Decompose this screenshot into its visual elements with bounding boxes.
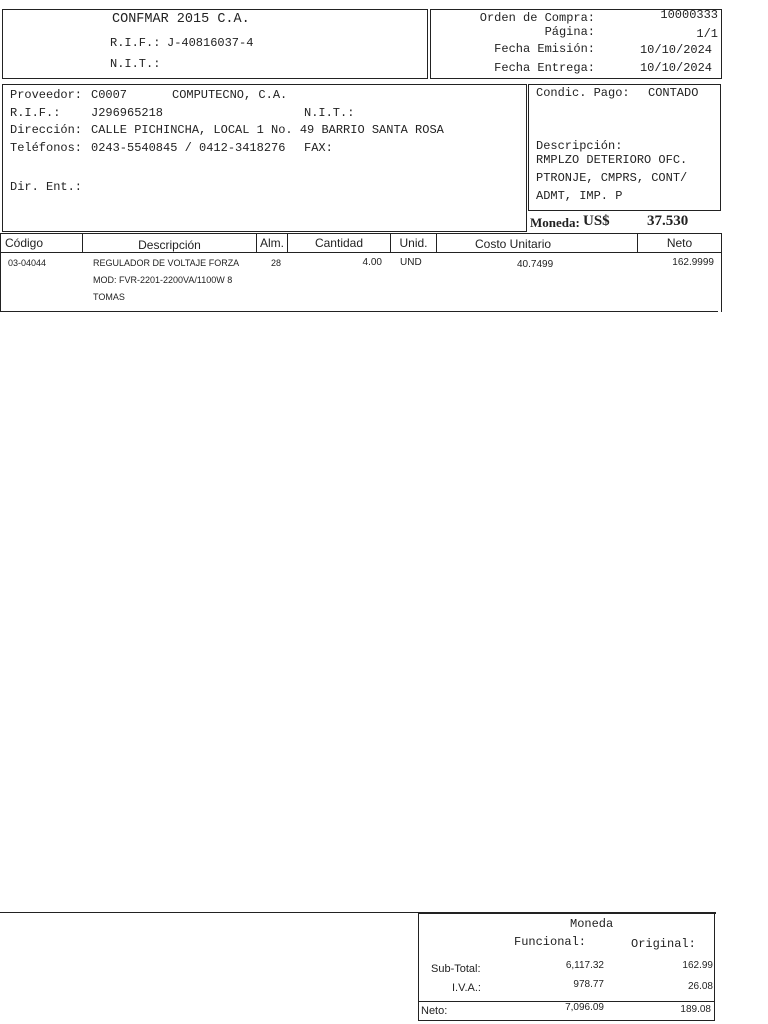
delivery-date-label: Fecha Entrega: xyxy=(494,61,595,75)
table-header-rule xyxy=(0,252,722,253)
page-label: Página: xyxy=(544,25,595,39)
table-right-rule xyxy=(721,233,722,312)
description-line-3: ADMT, IMP. P xyxy=(536,189,623,203)
description-line-2: PTRONJE, CMPRS, CONT/ xyxy=(536,171,688,185)
supplier-box xyxy=(2,84,527,232)
net-functional: 7,096.09 xyxy=(565,1002,604,1013)
totals-functional-label: Funcional: xyxy=(514,935,587,949)
company-name: CONFMAR 2015 C.A. xyxy=(112,12,250,27)
table-top-rule xyxy=(0,233,722,234)
subtotal-functional: 6,117.32 xyxy=(565,960,604,971)
totals-top-shadow xyxy=(418,912,716,914)
description-line-1: RMPLZO DETERIORO OFC. xyxy=(536,153,688,167)
supplier-fax-label: FAX: xyxy=(304,141,333,155)
vat-original: 26.08 xyxy=(687,981,713,992)
col-header-description: Descripción xyxy=(138,238,201,252)
col-header-unit-cost: Costo Unitario xyxy=(475,237,552,251)
description-label: Descripción: xyxy=(536,139,623,153)
table-bottom-rule xyxy=(0,311,718,312)
currency-label: Moneda: xyxy=(530,215,580,230)
item-warehouse: 28 xyxy=(271,258,282,268)
supplier-nit-label: N.I.T.: xyxy=(304,106,355,120)
net-original: 189.08 xyxy=(680,1004,711,1015)
company-rif-label: R.I.F.: xyxy=(110,36,161,50)
item-description-line-1: REGULADOR DE VOLTAJE FORZA xyxy=(93,258,240,268)
table-left-rule xyxy=(0,233,1,312)
item-net: 162.9999 xyxy=(672,257,714,268)
supplier-address: CALLE PICHINCHA, LOCAL 1 No. 49 BARRIO SANTA ROSA xyxy=(91,123,444,137)
supplier-name: COMPUTECNO, C.A. xyxy=(172,88,288,102)
item-quantity: 4.00 xyxy=(362,257,382,268)
supplier-phones: 0243-5540845 / 0412-3418276 xyxy=(91,141,286,155)
exchange-rate: 37.530 xyxy=(647,213,689,229)
col-header-code: Código xyxy=(5,236,44,250)
order-number: 10000333 xyxy=(660,8,718,22)
order-number-label: Orden de Compra: xyxy=(479,11,595,25)
vat-label: I.V.A.: xyxy=(452,982,481,994)
item-unit-cost: 40.7499 xyxy=(517,259,554,270)
payment-terms: CONTADO xyxy=(648,86,699,100)
supplier-code: C0007 xyxy=(91,88,128,102)
subtotal-original: 162.99 xyxy=(682,960,713,971)
col-header-unit: Unid. xyxy=(399,236,428,250)
delivery-address-label: Dir. Ent.: xyxy=(10,180,83,194)
vat-functional: 978.77 xyxy=(573,979,604,990)
item-description-line-3: TOMAS xyxy=(93,292,125,302)
subtotal-label: Sub-Total: xyxy=(431,963,481,975)
supplier-address-label: Dirección: xyxy=(10,123,83,137)
net-label: Neto: xyxy=(421,1005,448,1017)
company-rif: J-40816037-4 xyxy=(167,36,254,50)
payment-terms-label: Condic. Pago: xyxy=(536,86,630,100)
delivery-date: 10/10/2024 xyxy=(639,61,712,75)
totals-original-label: Original: xyxy=(631,937,696,951)
footer-left-rule xyxy=(0,912,418,913)
supplier-rif-label: R.I.F.: xyxy=(10,106,61,120)
col-header-warehouse: Alm. xyxy=(260,236,284,250)
item-code: 03-04044 xyxy=(8,258,47,268)
issue-date-label: Fecha Emisión: xyxy=(494,42,595,56)
supplier-rif: J296965218 xyxy=(91,106,164,120)
company-nit-label: N.I.T.: xyxy=(110,57,161,71)
col-header-net: Neto xyxy=(666,236,693,250)
col-header-quantity: Cantidad xyxy=(314,236,364,250)
issue-date: 10/10/2024 xyxy=(639,43,712,57)
item-unit: UND xyxy=(400,257,422,268)
totals-currency-header: Moneda xyxy=(570,917,614,931)
item-description-line-2: MOD: FVR-2201-2200VA/1100W 8 xyxy=(93,275,233,285)
page-number: 1/1 xyxy=(696,27,718,41)
supplier-label: Proveedor: xyxy=(10,88,83,102)
supplier-phones-label: Teléfonos: xyxy=(10,141,83,155)
currency-code: US$ xyxy=(583,213,610,229)
col-sep-5 xyxy=(436,233,437,253)
